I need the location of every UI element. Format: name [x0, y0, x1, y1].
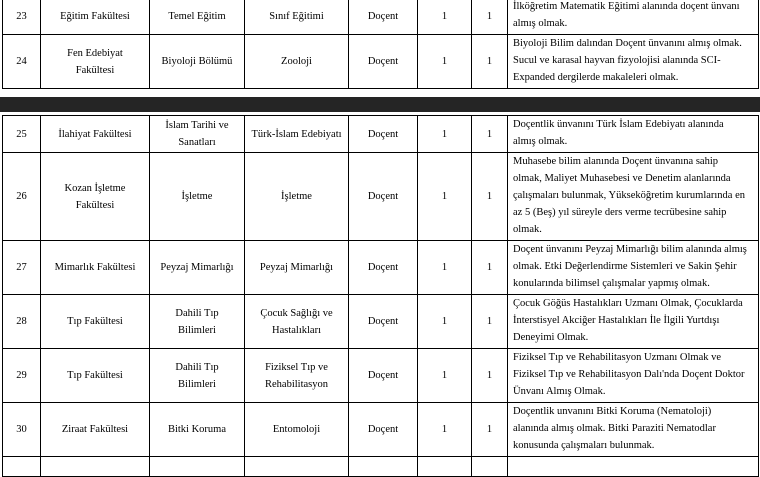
desc-line: Doçent ünvanını Peyzaj Mimarlığı bilim alanında almış [513, 244, 747, 255]
cell-count2: 1 [472, 295, 508, 349]
cell-program: Entomoloji [245, 403, 349, 457]
cell-no: 30 [3, 403, 41, 457]
cell-program [245, 295, 349, 349]
cell-no: 28 [3, 295, 41, 349]
desc-line: Deneyimi Olmak. [513, 332, 589, 343]
cell-department [150, 295, 245, 349]
cell-title: Doçent [349, 35, 418, 89]
cell-faculty [41, 35, 150, 89]
desc-line: çalışmaları bulunmak, Yükseköğretim kurumlarında en [513, 190, 746, 201]
desc-line: Biyoloji Bilim dalından Doçent ünvanını almış olmak. [513, 38, 742, 49]
cell-count2: 1 [472, 403, 508, 457]
cell-count2: 1 [472, 153, 508, 241]
cell-title: Doçent [349, 0, 418, 35]
desc-line: Doçentlik ünvanını Türk İslam Edebiyatı alanında [513, 119, 724, 130]
page-break-bar [0, 97, 760, 112]
cell-line: Bilimleri [178, 378, 216, 390]
cell-program: İşletme [245, 153, 349, 241]
cell-count1: 1 [418, 349, 472, 403]
cell-no: 23 [3, 0, 41, 35]
table-row [3, 35, 759, 89]
cell-program: Türk-İslam Edebiyatı [245, 116, 349, 153]
table-row [3, 116, 759, 153]
cell-faculty: Mimarlık Fakültesi [41, 241, 150, 295]
desc-line: Muhasebe bilim alanında Doçent ünvanına sahip [513, 156, 718, 167]
cell-department: Bitki Koruma [150, 403, 245, 457]
cell-department: Temel Eğitim [150, 0, 245, 35]
desc-line: İnterstisyel Akciğer Hastalıkları İle İlgili Yurtdışı [513, 315, 720, 326]
table-row [3, 153, 759, 241]
cell-count2: 1 [472, 35, 508, 89]
cell-program: Zooloji [245, 35, 349, 89]
cell-line: Çocuk Sağlığı ve [260, 307, 333, 319]
cell-program: Peyzaj Mimarlığı [245, 241, 349, 295]
desc-line: Fiziksel Tıp ve Rehabilitasyon Uzmanı Olmak ve [513, 352, 722, 363]
desc-line: olmak. [513, 224, 542, 235]
cell-description [508, 403, 759, 457]
cell-count2: 1 [472, 349, 508, 403]
cell-line: Dahili Tıp [175, 307, 219, 319]
cell-title: Doçent [349, 241, 418, 295]
desc-line: konularında bilimsel çalışmalar yapmış olmak. [513, 278, 710, 289]
cell-count1: 1 [418, 0, 472, 35]
cell-faculty: Tıp Fakültesi [41, 295, 150, 349]
desc-line: olmak, Maliyet Muhasebesi ve Denetim alanlarında [513, 173, 731, 184]
positions-table-bottom [2, 115, 759, 477]
cell-description [508, 35, 759, 89]
cell-line: Fakültesi [75, 199, 115, 211]
desc-line: Doçentlik unvanını Bitki Koruma (Nematoloji) [513, 406, 712, 417]
cell-count1: 1 [418, 241, 472, 295]
cell-title: Doçent [349, 403, 418, 457]
cell-line: Hastalıkları [272, 324, 321, 336]
table-row [3, 241, 759, 295]
cell-faculty [41, 153, 150, 241]
cell-description [508, 0, 759, 35]
cell-no: 29 [3, 349, 41, 403]
desc-line: az 5 (Beş) yıl süreyle ders verme tecrübesine sahip [513, 207, 727, 218]
cell-faculty: Tıp Fakültesi [41, 349, 150, 403]
cell-description [508, 349, 759, 403]
cell-department [150, 349, 245, 403]
desc-line: Çocuk Göğüs Hastalıkları Uzmanı Olmak, Çocuklarda [513, 298, 743, 309]
cell-department [150, 116, 245, 153]
table-row [3, 0, 759, 35]
desc-line: alanında almış olmak. Bitki Paraziti Nematodlar [513, 423, 716, 434]
cell-line: Kozan İşletme [64, 182, 126, 194]
desc-line: Ünvanı Almış Olmak. [513, 386, 606, 397]
table-row [3, 403, 759, 457]
desc-line: olmak. Etki Değerlendirme Sistemleri ve Sakin Şehir [513, 261, 737, 272]
cell-program: Sınıf Eğitimi [245, 0, 349, 35]
cell-line: Rehabilitasyon [265, 378, 328, 390]
desc-line: konusunda çalışmaları bulunmak. [513, 440, 655, 451]
desc-line: Fiziksel Tıp ve Rehabilitasyon Dalı'nda Doçent Doktor [513, 369, 745, 380]
cell-line: Bilimleri [178, 324, 216, 336]
cell-no: 24 [3, 35, 41, 89]
cell-title: Doçent [349, 295, 418, 349]
cell-line: İslam Tarihi ve [165, 120, 229, 131]
cell-program [245, 349, 349, 403]
cell-description [508, 241, 759, 295]
cell-count1: 1 [418, 403, 472, 457]
cell-department: Peyzaj Mimarlığı [150, 241, 245, 295]
desc-line: İlköğretim Matematik Eğitimi alanında doçent ünvanı [513, 1, 740, 12]
cell-title: Doçent [349, 116, 418, 153]
cell-count2: 1 [472, 241, 508, 295]
cell-description [508, 153, 759, 241]
cell-title: Doçent [349, 349, 418, 403]
cell-line: Fen Edebiyat [67, 47, 123, 59]
cell-line: Fiziksel Tıp ve [265, 361, 328, 373]
cell-line: Fakültesi [75, 64, 115, 76]
cell-count1: 1 [418, 153, 472, 241]
table-row [3, 295, 759, 349]
cell-title: Doçent [349, 153, 418, 241]
cell-description [508, 116, 759, 153]
desc-line: Sucul ve karasal hayvan fizyolojisi alanında SCI- [513, 55, 721, 66]
cell-department: İşletme [150, 153, 245, 241]
cell-count2: 1 [472, 0, 508, 35]
cell-count1: 1 [418, 295, 472, 349]
positions-table-top [2, 0, 759, 89]
cell-line: Dahili Tıp [175, 361, 219, 373]
cell-count1: 1 [418, 35, 472, 89]
cell-no: 26 [3, 153, 41, 241]
cell-description [508, 295, 759, 349]
table-row [3, 349, 759, 403]
desc-line: almış olmak. [513, 18, 568, 29]
desc-line: Expanded dergilerde makaleleri olmak. [513, 72, 679, 83]
desc-line: almış olmak. [513, 136, 568, 147]
cell-count1: 1 [418, 116, 472, 153]
table-row-continuation [3, 457, 759, 477]
cell-department: Biyoloji Bölümü [150, 35, 245, 89]
cell-faculty: İlahiyat Fakültesi [41, 116, 150, 153]
cell-faculty: Eğitim Fakültesi [41, 0, 150, 35]
cell-no: 25 [3, 116, 41, 153]
cell-count2: 1 [472, 116, 508, 153]
cell-line: Sanatları [178, 137, 216, 148]
cell-no: 27 [3, 241, 41, 295]
cell-faculty: Ziraat Fakültesi [41, 403, 150, 457]
